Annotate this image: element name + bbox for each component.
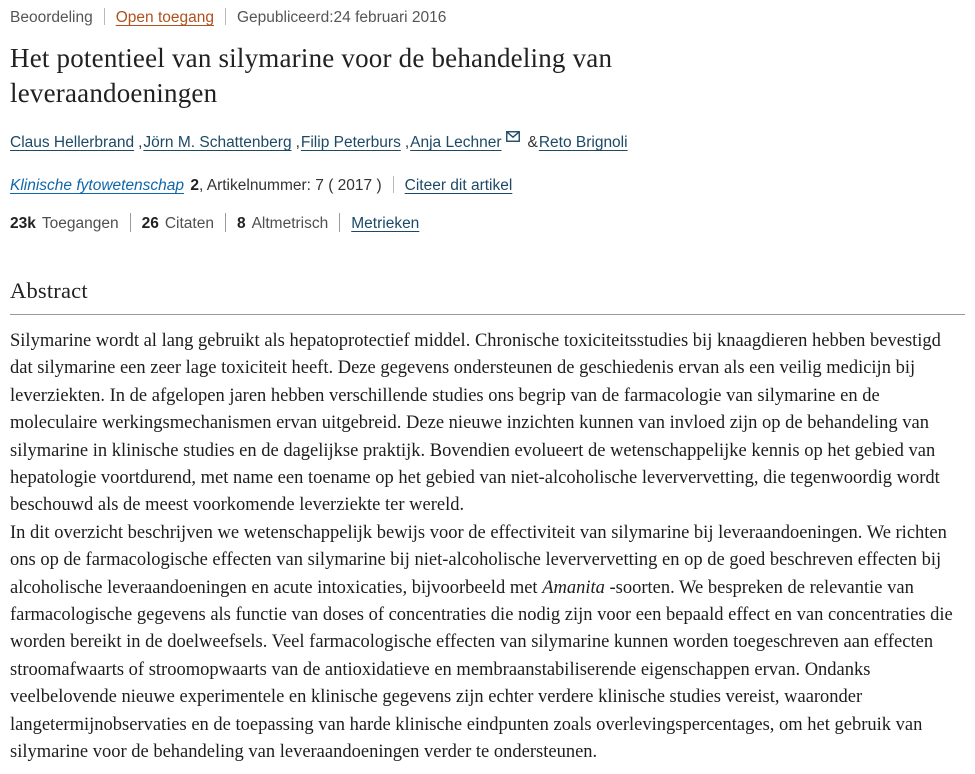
altmetric-label: Altmetrisch [251, 215, 329, 232]
article-number: 7 [315, 177, 324, 194]
section-rule [10, 314, 965, 315]
author-link-claus-hellerbrand[interactable]: Claus Hellerbrand [10, 134, 135, 151]
abstract-body [10, 328, 965, 767]
divider [130, 213, 131, 232]
article-number-label: Artikelnummer: [206, 177, 311, 194]
species-name-italic: Amanita [542, 577, 605, 598]
abstract-paragraph-2 [10, 520, 965, 767]
article-meta-bar [10, 8, 965, 28]
journal-line [10, 175, 965, 196]
citations-count: 26 [141, 215, 159, 232]
divider [104, 8, 105, 25]
author-separator: , [138, 134, 143, 151]
abstract-section [10, 278, 965, 767]
published-label: Gepubliceerd: [237, 9, 334, 26]
abstract-heading: Abstract [10, 278, 88, 303]
journal-link[interactable]: Klinische fytowetenschap [10, 177, 185, 194]
ampersand: & [527, 134, 538, 151]
journal-volume: 2 [190, 177, 199, 194]
accesses-count: 23k [10, 215, 36, 232]
author-separator: , [295, 134, 300, 151]
abstract-paragraph-2-text: In dit overzicht beschrijven we wetenschappelijk bewijs voor de effectiviteit van silymarine bij leveraandoeningen. We richten ons op de farmacologische effecten van silymarine bij niet-alcoholische leververvetting en op de goed beschreven effecten bij alcoholische leveraandoeningen en acute intoxicaties, bijvoorbeeld met [10, 522, 947, 598]
metrics-link[interactable]: Metrieken [351, 215, 420, 232]
citations-label: Citaten [164, 215, 214, 232]
divider [225, 213, 226, 232]
published-date: 24 februari 2016 [333, 9, 447, 26]
cite-article-link[interactable]: Citeer dit artikel [404, 177, 513, 194]
open-access-link[interactable]: Open toegang [115, 9, 214, 26]
journal-separator: , [198, 177, 204, 194]
abstract-paragraph-1: Silymarine wordt al lang gebruikt als hepatoprotectief middel. Chronische toxiciteitsstudies bij knaagdieren hebben bevestigd dat silymarine een zeer lage toxiciteit heeft. Deze gegevens ondersteunen de geschiedenis ervan als een veilig medicijn bij leverziekten. In de afgelopen jaren hebben verschillende studies ons begrip van de farmacologie van silymarine en de moleculaire werkingsmechanismen ervan uitgebreid. Deze nieuwe inzichten kunnen van invloed zijn op de behandeling van silymarine in klinische studies en de dagelijkse praktijk. Bovendien evolueert de wetenschappelijke kennis op het gebied van hepatologie voortdurend, met name een toename op het gebied van niet-alcoholische leververvetting, die tegenwoordig wordt beschouwd als de meest voorkomende leverziekte ter wereld. [10, 331, 941, 516]
author-link-anja-lechner[interactable]: Anja Lechner [410, 134, 502, 151]
abstract-paragraph-2-continuation: -soorten. We bespreken de relevantie van farmacologische gegevens als functie van doses of concentraties die nodig zijn voor een bepaald effect en van concentraties die worden bereikt in de doelweefsels. Veel farmacologische effecten van silymarine kunnen worden toegeschreven aan effecten stroomafwaarts of stroomopwaarts van de antioxidatieve en membraanstabiliserende eigenschappen ervan. Ondanks veelbelovende nieuwe experimentele en klinische gegevens zijn echter verdere klinische studies vereist, waaronder langetermijnobservaties en de toepassing van harde klinische eindpunten zoals overlevingspercentages, om het gebruik van silymarine voor de behandeling van leveraandoeningen verder te ondersteunen. [10, 577, 953, 763]
accesses-label: Toegangen [41, 215, 119, 232]
metrics-bar [10, 213, 965, 234]
article-type-label: Beoordeling [10, 9, 93, 26]
author-separator: , [404, 134, 410, 151]
journal-year: ( 2017 ) [328, 177, 382, 194]
divider [339, 213, 340, 232]
altmetric-count: 8 [236, 215, 246, 232]
article-title: Het potentieel van silymarine voor de behandeling van leveraandoeningen [10, 43, 613, 108]
divider [393, 176, 394, 193]
divider [225, 8, 226, 25]
author-list [10, 131, 965, 153]
author-link-filip-peterburs[interactable]: Filip Peterburs [300, 134, 401, 151]
envelope-icon[interactable] [506, 131, 520, 142]
author-link-jorn-schattenberg[interactable]: Jörn M. Schattenberg [143, 134, 292, 151]
author-link-reto-brignoli[interactable]: Reto Brignoli [538, 134, 628, 151]
